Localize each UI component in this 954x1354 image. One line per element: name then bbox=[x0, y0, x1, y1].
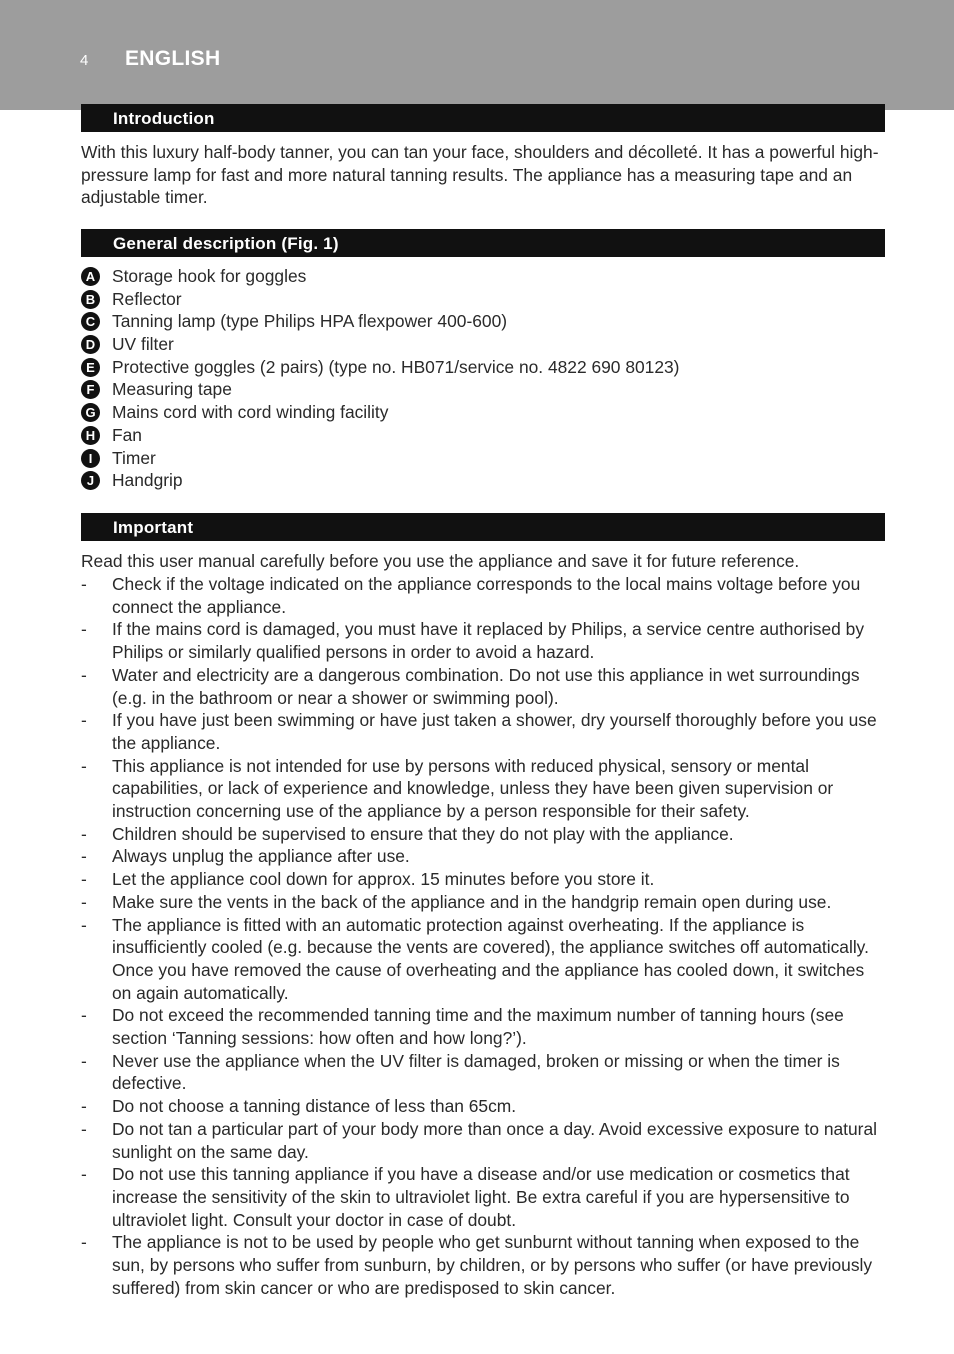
description-label: Protective goggles (2 pairs) (type no. HB071/service no. 4822 690 80123) bbox=[112, 356, 680, 377]
bullet-dash: - bbox=[81, 755, 87, 776]
letter-badge: G bbox=[81, 403, 100, 422]
list-item-text: Make sure the vents in the back of the appliance and in the handgrip remain open during use. bbox=[112, 891, 832, 912]
description-item bbox=[81, 378, 887, 401]
bullet-dash: - bbox=[81, 574, 87, 594]
description-item bbox=[81, 333, 887, 356]
list-item bbox=[81, 664, 887, 709]
bullet-dash: - bbox=[81, 1164, 87, 1185]
general-description-list bbox=[81, 265, 887, 492]
important-list bbox=[81, 573, 887, 1300]
list-item-text: Let the appliance cool down for approx. 15 minutes before you store it. bbox=[112, 869, 655, 890]
list-item-text: Never use the appliance when the UV filter is damaged, broken or missing or when the timer is defective. bbox=[112, 1050, 840, 1094]
list-item bbox=[81, 1118, 887, 1163]
section-title-general-description: General description (Fig. 1) bbox=[113, 234, 339, 253]
list-item-text: The appliance is fitted with an automatic protection against overheating. If the appliance is insufficiently cooled (e.g. because the vents are covered), the appliance switches off automatically. Once you have removed the cause of overheating and the appliance has cooled down, it switches on again automatically. bbox=[112, 914, 869, 1003]
list-item-text: Do not exceed the recommended tanning time and the maximum number of tanning hours (see section ‘Tanning sessions: how often and how long?’). bbox=[112, 1005, 844, 1049]
section-bar-introduction bbox=[81, 104, 885, 132]
list-item bbox=[81, 845, 887, 868]
list-item-text: Do not use this tanning appliance if you have a disease and/or use medication or cosmetics that increase the sensitivity of the skin to ultraviolet light. Be extra careful if you are hypersensitive to ultraviolet light. Consult your doctor in case of doubt. bbox=[112, 1164, 850, 1230]
description-label: Fan bbox=[112, 424, 142, 445]
list-item-text: If the mains cord is damaged, you must have it replaced by Philips, a service centre authorised by Philips or similarly qualified persons in order to avoid a hazard. bbox=[112, 619, 865, 663]
list-item bbox=[81, 823, 887, 846]
list-item bbox=[81, 914, 887, 1005]
list-item-text: Water and electricity are a dangerous combination. Do not use this appliance in wet surroundings (e.g. in the bathroom or near a shower or swimming pool). bbox=[112, 664, 860, 708]
letter-badge: B bbox=[81, 290, 100, 309]
letter-badge: D bbox=[81, 335, 100, 354]
description-label: Reflector bbox=[112, 288, 182, 309]
list-item bbox=[81, 709, 887, 754]
introduction-text: With this luxury half-body tanner, you can tan your face, shoulders and décolleté. It has a powerful high-pressure lamp for fast and more natural tanning results. The appliance has a measuring tape and an adjustable timer. bbox=[81, 142, 879, 208]
list-item bbox=[81, 1004, 887, 1049]
letter-badge: I bbox=[81, 449, 100, 468]
important-intro: Read this user manual carefully before you use the appliance and save it for future reference. bbox=[81, 551, 800, 571]
bullet-dash: - bbox=[81, 891, 87, 912]
bullet-dash: - bbox=[81, 619, 87, 640]
description-label: Measuring tape bbox=[112, 379, 232, 400]
list-item bbox=[81, 618, 887, 663]
list-item-text: Always unplug the appliance after use. bbox=[112, 846, 410, 867]
list-item bbox=[81, 1095, 887, 1118]
list-item-text: Do not choose a tanning distance of less than 65cm. bbox=[112, 1096, 517, 1117]
list-item bbox=[81, 868, 887, 891]
letter-badge: E bbox=[81, 358, 100, 377]
bullet-dash: - bbox=[81, 914, 87, 935]
section-title-introduction: Introduction bbox=[113, 109, 215, 128]
description-item bbox=[81, 288, 887, 311]
description-label: Tanning lamp (type Philips HPA flexpower 400-600) bbox=[112, 311, 508, 332]
section-bar-general-description bbox=[81, 229, 885, 257]
bullet-dash: - bbox=[81, 1096, 87, 1117]
section-bar-important bbox=[81, 513, 885, 541]
description-label: Handgrip bbox=[112, 470, 183, 491]
description-item bbox=[81, 265, 887, 288]
list-item bbox=[81, 1231, 887, 1299]
list-item bbox=[81, 891, 887, 914]
list-item bbox=[81, 1050, 887, 1095]
letter-badge: C bbox=[81, 312, 100, 331]
bullet-dash: - bbox=[81, 1118, 87, 1139]
list-item bbox=[81, 573, 887, 618]
letter-badge: H bbox=[81, 426, 100, 445]
bullet-dash: - bbox=[81, 1005, 87, 1026]
list-item-text: Do not tan a particular part of your body more than once a day. Avoid excessive exposure to natural sunlight on the same day. bbox=[112, 1118, 877, 1162]
page-number: 4 bbox=[80, 52, 89, 69]
list-item-text: If you have just been swimming or have just taken a shower, dry yourself thoroughly before you use the appliance. bbox=[112, 710, 877, 753]
bullet-dash: - bbox=[81, 1050, 87, 1071]
description-label: UV filter bbox=[112, 334, 174, 355]
description-label: Timer bbox=[112, 447, 156, 468]
list-item bbox=[81, 755, 887, 823]
language-heading: ENGLISH bbox=[125, 47, 221, 70]
list-item-text: The appliance is not to be used by people who get sunburnt without tanning when exposed to the sun, by persons who suffer from sunburn, by children, or by persons who suffer (or have previously suffered) from skin cancer or who are predisposed to skin cancer. bbox=[112, 1232, 873, 1298]
description-item bbox=[81, 424, 887, 447]
section-title-important: Important bbox=[113, 518, 194, 537]
description-item bbox=[81, 447, 887, 470]
description-label: Mains cord with cord winding facility bbox=[112, 402, 389, 423]
description-item bbox=[81, 356, 887, 379]
description-item bbox=[81, 401, 887, 424]
letter-badge: J bbox=[81, 471, 100, 490]
letter-badge: A bbox=[81, 267, 100, 286]
bullet-dash: - bbox=[81, 710, 87, 731]
bullet-dash: - bbox=[81, 823, 87, 844]
description-item bbox=[81, 310, 887, 333]
description-label: Storage hook for goggles bbox=[112, 266, 307, 286]
list-item-text: This appliance is not intended for use by persons with reduced physical, sensory or mental capabilities, or lack of experience and knowledge, unless they have been given supervision or instruction concerning use of the appliance by a person responsible for their safety. bbox=[112, 755, 834, 822]
letter-badge: F bbox=[81, 380, 100, 399]
list-item-text: Check if the voltage indicated on the appliance corresponds to the local mains voltage before you connect the appliance. bbox=[112, 574, 861, 617]
list-item-text: Children should be supervised to ensure that they do not play with the appliance. bbox=[112, 823, 734, 844]
bullet-dash: - bbox=[81, 869, 87, 890]
bullet-dash: - bbox=[81, 664, 87, 685]
bullet-dash: - bbox=[81, 846, 87, 867]
list-item bbox=[81, 1163, 887, 1231]
bullet-dash: - bbox=[81, 1232, 87, 1253]
description-item bbox=[81, 469, 887, 492]
